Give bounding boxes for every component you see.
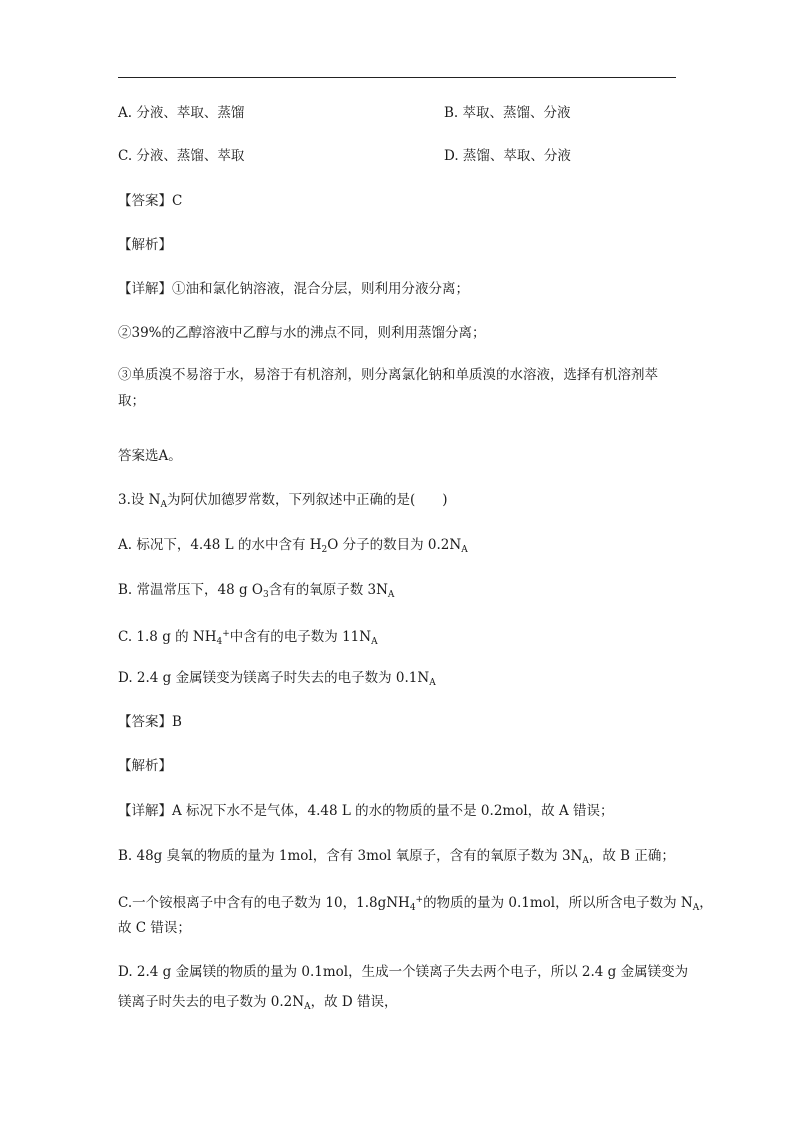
- q3-analysis-label: 【解析】: [118, 758, 172, 774]
- option-d: D. 蒸馏、萃取、分液: [444, 148, 571, 164]
- q3-option-c: C. 1.8 g 的 $NH_4^+$中含有的电子数为 $11N_A$: [118, 629, 378, 647]
- conclusion: 答案选A。: [118, 448, 182, 464]
- answer-label: 【答案】C: [118, 193, 183, 209]
- q3-explanation-d-line2: 镁离子时失去的电子数为 $0.2N_A$，故 D 错误，: [118, 994, 398, 1012]
- option-a: A. 分液、萃取、蒸馏: [118, 105, 245, 121]
- header-rule: [118, 77, 676, 78]
- q3-option-a: A. 标况下，4.48 L 的水中含有 $H_2O$ 分子的数目为 $0.2N_A$: [118, 537, 468, 555]
- q3-answer-label: 【答案】B: [118, 714, 182, 730]
- q3-option-d: D. 2.4 g 金属镁变为镁离子时失去的电子数为 $0.1N_A$: [118, 670, 436, 688]
- q3-explanation-d-line1: D. 2.4 g 金属镁的物质的量为 0.1mol，生成一个镁离子失去两个电子，所以 2.4 g 金属镁变为: [118, 964, 689, 980]
- detail-line-2: ②39%的乙醇溶液中乙醇与水的沸点不同，则利用蒸馏分离；: [118, 325, 486, 341]
- q3-option-b: B. 常温常压下，48 g $O_3$含有的氧原子数 $3N_A$: [118, 582, 395, 600]
- q3-explanation-c-line1: C.一个铵根离子中含有的电子数为 10，1.8gNH$_4$+的物质的量为 0.1mol，所以所含电子数为 $N_A$，: [118, 895, 713, 913]
- analysis-label: 【解析】: [118, 237, 172, 253]
- option-b: B. 萃取、蒸馏、分液: [444, 105, 571, 121]
- q3-explanation-a: 【详解】A 标况下水不是气体，4.48 L 的水的物质的量不是 0.2mol，故 A 错误；: [118, 803, 614, 819]
- detail-line-1: 【详解】①油和氯化钠溶液，混合分层，则利用分液分离；: [118, 281, 469, 297]
- option-c: C. 分液、蒸馏、萃取: [118, 148, 245, 164]
- question-3-stem: 3.设 $N_A$为阿伏加德罗常数，下列叙述中正确的是( ): [118, 492, 448, 510]
- detail-line-3: ③单质溴不易溶于水，易溶于有机溶剂，则分离氯化钠和单质溴的水溶液，选择有机溶剂萃取；: [118, 367, 658, 409]
- q3-explanation-b: B. 48g 臭氧的物质的量为 1mol，含有 3mol 氧原子，含有的氧原子数为 $3N_A$，故 B 正确；: [118, 848, 675, 866]
- q3-explanation-c-line2: 故 C 错误；: [118, 920, 191, 936]
